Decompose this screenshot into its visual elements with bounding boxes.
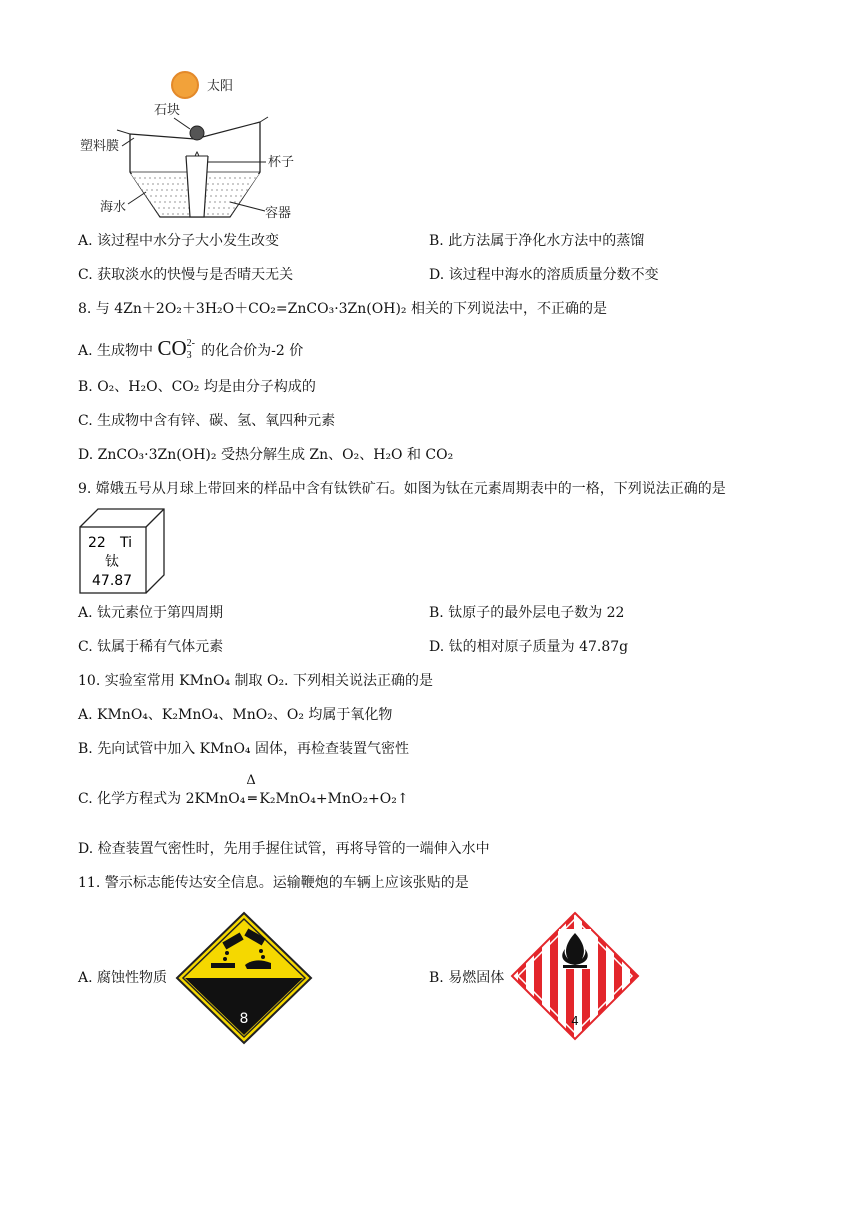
q9-option-b: B. 钛原子的最外层电子数为 22 — [429, 605, 625, 621]
titanium-element-cell — [78, 505, 168, 595]
element-symbol: Ti — [120, 535, 133, 551]
label-sun: 太阳 — [207, 79, 234, 94]
corrosive-sign-icon — [175, 911, 313, 1045]
q11-stem: 11. 警示标志能传达安全信息。运输鞭炮的车辆上应该张贴的是 — [78, 875, 469, 891]
q9-option-c: C. 钛属于稀有气体元素 — [78, 639, 224, 655]
q9-option-d: D. 钛的相对原子质量为 47.87g — [429, 639, 629, 655]
q11-option-b: B. 易燃固体 — [429, 970, 505, 986]
sign-a-number: 8 — [239, 1011, 249, 1027]
q8-stem: 8. 与 4Zn＋2O₂＋3H₂O＋CO₂=ZnCO₃·3Zn(OH)₂ 相关的下列说法中，不正确的是 — [78, 301, 607, 317]
q10-stem: 10. 实验室常用 KMnO₄ 制取 O₂. 下列相关说法正确的是 — [78, 673, 433, 689]
sign-b-number: 4 — [571, 1014, 579, 1028]
q10-option-a: A. KMnO₄、K₂MnO₄、MnO₂、O₂ 均属于氧化物 — [78, 707, 393, 723]
q7-option-b: B. 此方法属于净化水方法中的蒸馏 — [429, 233, 645, 249]
element-number: 22 — [88, 535, 106, 551]
q10-option-b: B. 先向试管中加入 KMnO₄ 固体，再检查装置气密性 — [78, 741, 409, 757]
q10-option-d: D. 检查装置气密性时，先用手握住试管，再将导管的一端伸入水中 — [78, 841, 490, 857]
q9-option-a: A. 钛元素位于第四周期 — [78, 605, 224, 621]
flammable-solid-sign-icon — [510, 911, 640, 1041]
element-name: 钛 — [105, 554, 119, 570]
label-stone: 石块 — [154, 103, 181, 118]
q8-option-c: C. 生成物中含有锌、碳、氢、氧四种元素 — [78, 413, 336, 429]
q7-option-c: C. 获取淡水的快慢与是否晴天无关 — [78, 267, 294, 283]
solar-still-diagram — [70, 62, 310, 227]
q8-option-b: B. O₂、H₂O、CO₂ 均是由分子构成的 — [78, 379, 316, 395]
heat-equals-sign: Δ ═ — [246, 773, 257, 807]
q10-option-c: C. 化学方程式为 2KMnO₄ Δ ═ K₂MnO₄+MnO₂+O₂↑ — [78, 773, 409, 807]
q7-option-a: A. 该过程中水分子大小发生改变 — [78, 233, 280, 249]
q8-option-d: D. ZnCO₃·3Zn(OH)₂ 受热分解生成 Zn、O₂、H₂O 和 CO₂ — [78, 447, 454, 463]
label-film: 塑料膜 — [80, 139, 120, 154]
q9-stem: 9. 嫦娥五号从月球上带回来的样品中含有钛铁矿石。如图为钛在元素周期表中的一格，下列说法正确的是 — [78, 481, 726, 497]
carbonate-formula: CO 2- 3 — [157, 336, 195, 361]
q8-option-a: A. 生成物中 CO 2- 3 的化合价为-2 价 — [78, 336, 304, 361]
label-container: 容器 — [265, 206, 292, 221]
label-cup: 杯子 — [268, 155, 295, 170]
label-seawater: 海水 — [100, 200, 127, 215]
element-mass: 47.87 — [92, 573, 133, 589]
q11-option-a: A. 腐蚀性物质 — [78, 970, 168, 986]
q7-option-d: D. 该过程中海水的溶质质量分数不变 — [429, 267, 659, 283]
sun-icon — [172, 72, 198, 98]
